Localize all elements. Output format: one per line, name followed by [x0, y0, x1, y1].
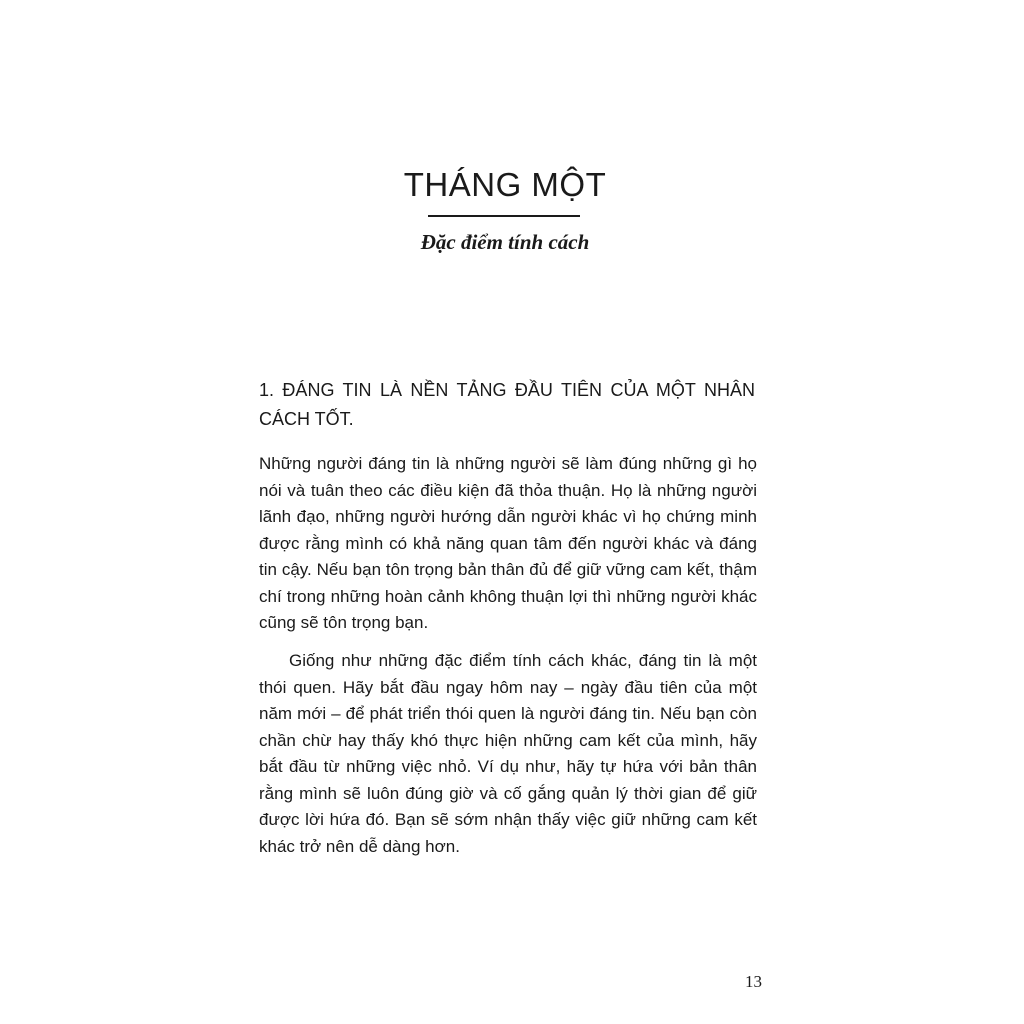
body-paragraph: Giống như những đặc điểm tính cách khác, đáng tin là một thói quen. Hãy bắt đầu ngay hôm nay – ngày đầu tiên của một năm mới – để phát triển thói quen là người đáng tin. Nếu bạn còn chần chừ hay thấy khó thực hiện những cam kết của mình, hãy bắt đầu từ những việc nhỏ. Ví dụ như, hãy tự hứa với bản thân rằng mình sẽ luôn đúng giờ và cố gắng quản lý thời gian để giữ được lời hứa đó. Bạn sẽ sớm nhận thấy việc giữ những cam kết khác trở nên dễ dàng hơn. — [259, 651, 757, 856]
section-heading: 1. ĐÁNG TIN LÀ NỀN TẢNG ĐẦU TIÊN CỦA MỘT NHÂN CÁCH TỐT. — [259, 380, 755, 429]
page-number: 13 — [745, 972, 762, 991]
title-divider — [428, 215, 580, 217]
chapter-title: THÁNG MỘT — [403, 166, 607, 203]
body-paragraph: Những người đáng tin là những người sẽ làm đúng những gì họ nói và tuân theo các điều kiện đã thỏa thuận. Họ là những người lãnh đạo, những người hướng dẫn người khác vì họ chứng minh được rằng mình có khả năng quan tâm đến người khác và đáng tin cậy. Nếu bạn tôn trọng bản thân đủ để giữ vững cam kết, thậm chí trong những hoàn cảnh không thuận lợi thì những người khác cũng sẽ tôn trọng bạn. — [259, 454, 757, 632]
chapter-subtitle: Đặc điểm tính cách — [420, 230, 590, 254]
